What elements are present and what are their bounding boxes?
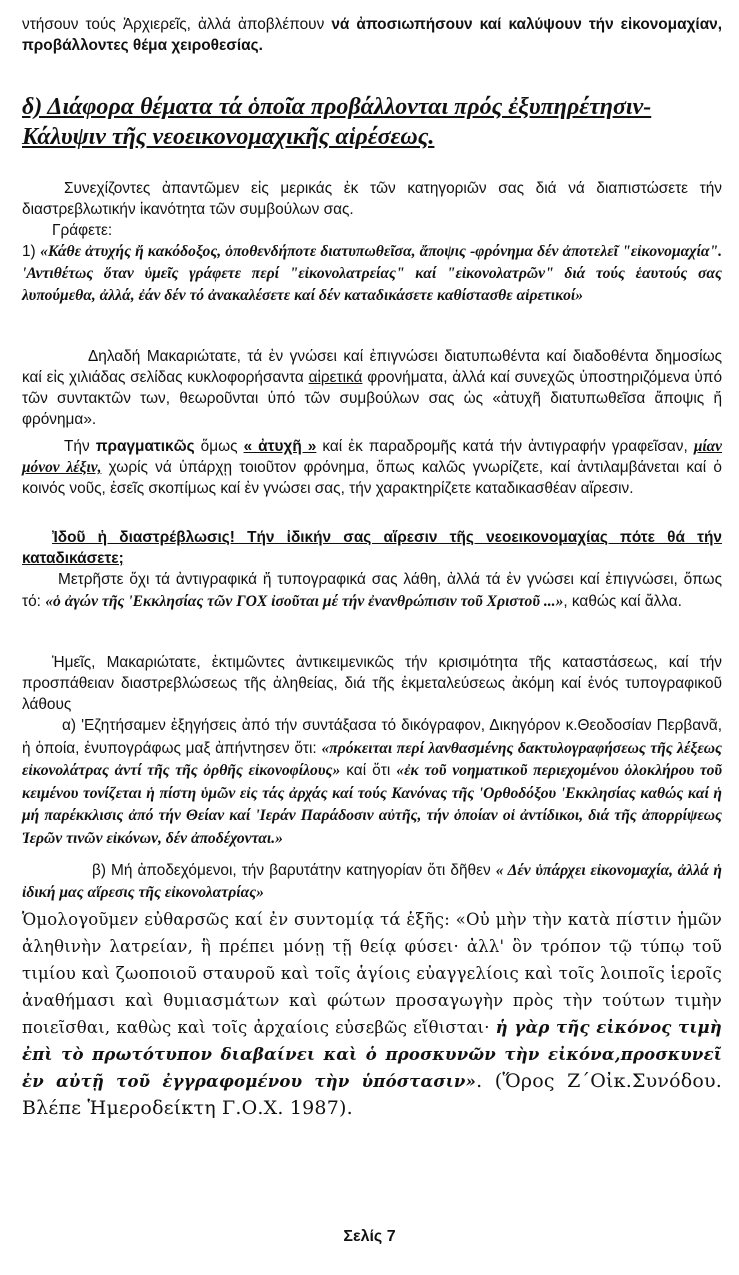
heading-line-2: Κάλυψιν τῆς νεοεικονομαχικῆς αἱρέσεως. [22, 124, 435, 150]
quote-1: 1) «Κάθε ἀτυχής ἤ κακόδοξος, ὁποθενδήποτε διατυπωθεῖσα, ἄποψις -φρόνημα δέν ἀποτελεῖ "εἰκονομαχία". 'Αντιθέτως ὅταν ὑμεῖς γράφετε περί "εἰκονολατρείας" καί "εἰκονολατρῶν" διά τούς ἑαυτούς σας λυπούμεθα, ἀλλά, ἐάν δέν τό ἀνακαλέσετε καί δέν καταδικάσετε καθίστασθε αἱρετικοί» [22, 243, 723, 304]
page-number: Σελίς 7 [343, 1228, 396, 1245]
paragraph-5: Ἡμεῖς, Μακαριώτατε, ἐκτιμῶντες ἀντικειμενικῶς τήν κρισιμότητα τῆς καταστάσεως, καί τήν προσπάθειαν διαστρεβλώσεως τῆς ἀληθείας, διά τῆς ἐκμεταλεύσεως ἀκόμη καί ἑνός τυπογραφικοῦ λάθους [22, 654, 722, 713]
callout-idou: Ἰδοῦ ἡ διαστρέβλωσις! Τήν ἰδικήν σας αἵρεσιν τῆς νεοεικονομαχίας πότε θά τήν καταδικάσετε; [22, 529, 722, 567]
top-bold-text: νά ἀποσιωπήσουν καί καλύψουν τήν εἰκονομαχίαν, προβάλλοντες θέμα χειροθεσίας. [22, 16, 722, 54]
quote-1-text: «Κάθε ἀτυχής ἤ κακόδοξος, ὁποθενδήποτε διατυπωθεῖσα, ἄποψις -φρόνημα δέν ἀποτελεῖ "εἰκονομαχία". 'Αντιθέτως ὅταν ὑμεῖς γράφετε περί "εἰκονολατρείας" καί "εἰκονολατρῶν" διά τούς ἑαυτούς σας λυπούμεθα, ἀλλά, ἐάν δέν τό ἀνακαλέσετε καί δέν καταδικάσετε καθίστασθε αἱρετικοί» [22, 243, 723, 304]
top-text: ντήσουν τούς Ἀρχιερεῖς, ἀλλά ἀποβλέπουν [22, 16, 332, 33]
heading-line-1: δ) Διάφορα θέματα τά ὁποῖα προβάλλονται πρός ἐξυπηρέτησιν- [22, 94, 652, 120]
intro-paragraph: Συνεχίζοντες ἀπαντῶμεν εἰς μερικάς ἐκ τῶν κατηγοριῶν σας διά νά διαπιστώσετε τήν διαστρεβλωτικήν ἱκανότητα τῶν συμβούλων σας. [22, 180, 722, 218]
grafete-label: Γράφετε: [52, 222, 113, 239]
paragraph-3: Τήν πραγματικῶς ὅμως « ἀτυχῆ » καί ἐκ παραδρομῆς κατά τήν ἀντιγραφήν γραφεῖσαν, μίαν μόνον λέξιν, χωρίς νά ὑπάρχῃ τοιοῦτον φρόνημα, ὅπως καλῶς γνωρίζετε, καί ἀντιλαμβάνεται καί ὁ κοινός νοῦς, ἐσεῖς σκοπίμως καί ἐν γνώσει σας, τήν χαρακτηρίζετε καταδικασθέαν αἵρεσιν. [22, 438, 722, 497]
paragraph-6: α) 'Εζητήσαμεν ἐξηγήσεις ἀπό τήν συντάξασα τό δικόγραφον, Δικηγόρον κ.Θεοδοσίαν Περβανᾶ, ἡ ὁποία, ἐνυπογράφως μαξ ἀπήντησεν ὅτι: «πρόκειται περί λανθασμένης δακτυλογραφήσεως τῆς λέξεως εἰκονολάτρας ἀντί τῆς τῆς ὀρθῆς εἰκονοφίλους» καί ὅτι «ἐκ τοῦ νοηματικοῦ περιεχομένου ὁλοκλήρου τοῦ κειμένου τονίζεται ἡ πίστη ὑμῶν εἰς τάς ἀρχάς καί τούς Κανόνας τῆς 'Ορθοδόξου 'Εκκλησίας καθώς καί ἡ μή παρέκκλισις ἀπό τήν Θείαν καί 'Ιεράν Παράδοσιν αὐτῆς, τήν ὁποίαν οἱ ἀντίδικοι, διά τῆς ἀπορρίψεως Ἱερῶν τινῶν εἰκόνων, δέν ἀποδέχονται.» [22, 717, 722, 847]
underlined-word: αἱρετικά [308, 369, 363, 386]
paragraph-2: Δηλαδή Μακαριώτατε, τά ἐν γνώσει καί ἐπιγνώσει διατυπωθέντα καί διαδοθέντα δημοσίως καί εἰς χιλιάδας σελίδας κυκλοφορήσαντα αἱρετικά φρονήματα, ἀλλά καί συνεχῶς ὑποστηριζόμενα ὑπό τῶν συντακτῶν των, θεωροῦνται ὑπό τῶν συμβούλων σας ὡς «ἀτυχῆ διατυπωθεῖσα ἄποψις ἤ φρόνημα». [22, 348, 722, 428]
top-paragraph [22, 14, 722, 56]
paragraph-7: β) Μή ἀποδεχόμενοι, τήν βαρυτάτην κατηγορίαν ὅτι δῆθεν « Δέν ὑπάρχει εἰκονομαχία, ἀλλά ἡ ἰδική μας αἵρεσις τῆς εἰκονολατρίας» [22, 862, 722, 901]
section-heading [22, 92, 727, 152]
paragraph-4: Μετρῆστε ὄχι τά ἀντιγραφικά ἤ τυπογραφικά σας λάθη, ἀλλά τά ἐν γνώσει καί ἐπιγνώσει, ὅπως τό: «ὁ ἀγών τῆς 'Εκκλησίας τῶν ΓΟΧ ἰσοῦται μέ τήν ἐνανθρώπισιν τοῦ Χριστοῦ ...», καθώς καί ἄλλα. [22, 571, 722, 610]
paragraph-8: Ὁμολογοῦμεν εὐθαρσῶς καί ἐν συντομίᾳ τά ἑξῆς: «Οὐ μὴν τὴν κατὰ πίστιν ἡμῶν ἀληθινὴν λατρείαν, ἣ πρέπει μόνῃ τῇ θείᾳ φύσει· ἀλλ' ὃν τρόπον τῷ τύπῳ τοῦ τιμίου καὶ ζωοποιοῦ σταυροῦ καὶ τοῖς ἁγίοις εὐαγγελίοις καὶ τοῖς λοιποῖς ἱεροῖς ἀναθήμασι καὶ θυμιασμάτων καὶ φώτων προσαγωγὴν πρὸς τὴν τούτων τιμὴν ποιεῖσθαι, καθὼς καὶ τοῖς ἀρχαίοις εὐσεβῶς εἴθισται· ἡ γὰρ τῆς εἰκόνος τιμὴ ἐπὶ τὸ πρωτότυπον διαβαίνει καὶ ὁ προσκυνῶν τὴν εἰκόνα,προσκυνεῖ ἐν αὐτῇ τοῦ ἐγγραφομένου τὴν ὑπόστασιν». (Ὅρος Ζ΄Οἰκ.Συνόδου. Βλέπε Ἡμεροδείκτη Γ.Ο.Χ. 1987). [22, 910, 722, 1119]
